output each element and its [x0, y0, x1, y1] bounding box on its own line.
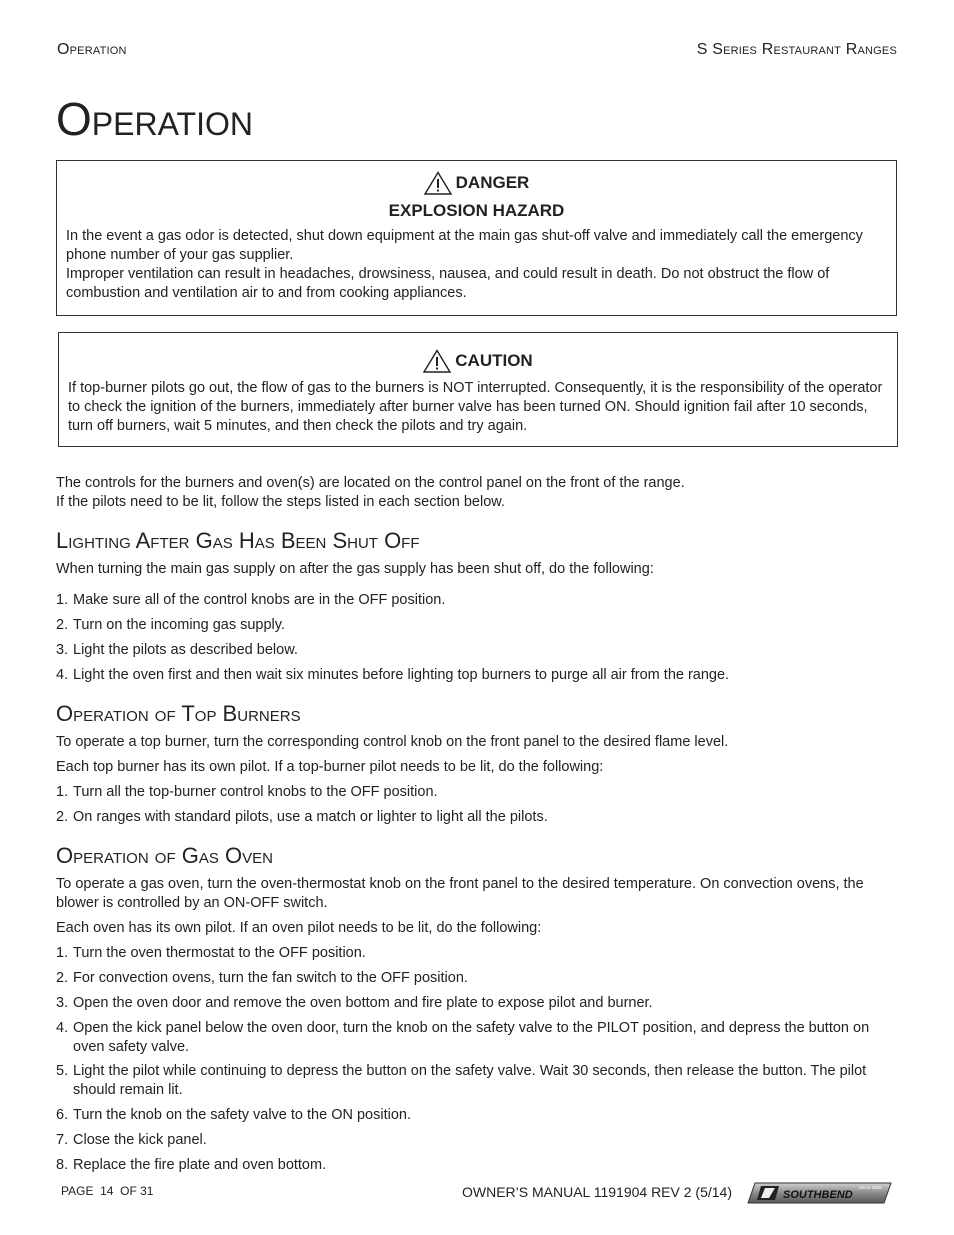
- list-item: 2. Turn on the incoming gas supply.: [56, 617, 285, 633]
- section-paragraph: To operate a top burner, turn the corresponding control knob on the front panel to the desired flame level.: [56, 734, 729, 750]
- warning-triangle-icon: [424, 171, 452, 195]
- page-title: Operation: [56, 93, 253, 145]
- caution-heading-row: [59, 349, 897, 373]
- list-item: 3. Open the oven door and remove the oven bottom and fire plate to expose pilot and burner.: [56, 995, 653, 1011]
- danger-heading: DANGER: [455, 173, 530, 192]
- caution-text: If top-burner pilots go out, the flow of gas to the burners is NOT interrupted. Consequently, it is the responsibility of the operator to check the ignition of the burners, immediately after burner valve has been turned ON. Should ignition fail after 10 seconds, turn off burners, wait 5 minutes, and then check the pilots and try again.: [68, 380, 883, 434]
- danger-subheading: EXPLOSION HAZARD: [388, 201, 565, 220]
- caution-box: [58, 332, 898, 447]
- list-item: 7. Close the kick panel.: [56, 1132, 207, 1148]
- warning-triangle-icon: [423, 349, 451, 373]
- section-paragraph: To operate a gas oven, turn the oven-thermostat knob on the front panel to the desired temperature. On convection ovens, the blower is controlled by an ON-OFF switch.: [56, 876, 864, 911]
- section-paragraph: When turning the main gas supply on after the gas supply has been shut off, do the following:: [56, 561, 654, 577]
- footer-page-number: PAGE 14 OF 31: [61, 1184, 154, 1198]
- list-item: 8. Replace the fire plate and oven bottom.: [56, 1157, 327, 1173]
- list-item: 6. Turn the knob on the safety valve to the ON position.: [56, 1107, 411, 1123]
- list-item: 2. For convection ovens, turn the fan switch to the OFF position.: [56, 970, 468, 986]
- section-heading-lighting: Lighting After Gas Has Been Shut Off: [56, 528, 420, 553]
- section-paragraph: Each oven has its own pilot. If an oven pilot needs to be lit, do the following:: [56, 920, 542, 936]
- intro-line: The controls for the burners and oven(s) are located on the control panel on the front of the range.: [56, 475, 685, 491]
- header-section-label: Operation: [57, 41, 127, 58]
- section-heading-gas-oven: Operation of Gas Oven: [56, 843, 273, 868]
- logo-since: Since 1898: [859, 1185, 882, 1190]
- list-item: 3. Light the pilots as described below.: [56, 642, 298, 658]
- footer-manual-id: OWNER’S MANUAL 1191904 REV 2 (5/14): [462, 1184, 732, 1200]
- intro-text: [56, 474, 886, 512]
- list-item: 1. Turn the oven thermostat to the OFF position.: [56, 945, 366, 961]
- list-item: 5. Light the pilot while continuing to depress the button on the safety valve. Wait 30 seconds, then release the button. The pilot should remain lit.: [56, 1063, 867, 1098]
- danger-line: In the event a gas odor is detected, shut down equipment at the main gas shut-off valve and immediately call the emergency phone number of your gas supplier.: [66, 228, 863, 263]
- section-paragraph: Each top burner has its own pilot. If a top-burner pilot needs to be lit, do the following:: [56, 759, 604, 775]
- southbend-logo: [747, 1182, 892, 1204]
- danger-line: Improper ventilation can result in headaches, drowsiness, nausea, and could result in death. Do not obstruct the flow of combustion and ventilation air to and from cooking appliances.: [66, 266, 830, 301]
- list-item: 4. Open the kick panel below the oven door, turn the knob on the safety valve to the PILOT position, and depress the button on oven safety valve.: [56, 1020, 870, 1055]
- logo-text: SOUTHBEND: [783, 1189, 853, 1201]
- list-item: 2. On ranges with standard pilots, use a match or lighter to light all the pilots.: [56, 809, 548, 825]
- section-heading-top-burners: Operation of Top Burners: [56, 701, 301, 726]
- caution-heading: CAUTION: [455, 351, 533, 370]
- danger-text: [57, 227, 896, 303]
- danger-heading-row: [57, 171, 896, 195]
- list-item: 1. Make sure all of the control knobs are in the OFF position.: [56, 592, 446, 608]
- danger-box: [56, 160, 897, 316]
- list-item: 4. Light the oven first and then wait six minutes before lighting top burners to purge all air from the range.: [56, 667, 730, 683]
- intro-line: If the pilots need to be lit, follow the steps listed in each section below.: [56, 494, 505, 510]
- list-item: 1. Turn all the top-burner control knobs to the OFF position.: [56, 784, 438, 800]
- header-product-name: S Series Restaurant Ranges: [696, 41, 897, 58]
